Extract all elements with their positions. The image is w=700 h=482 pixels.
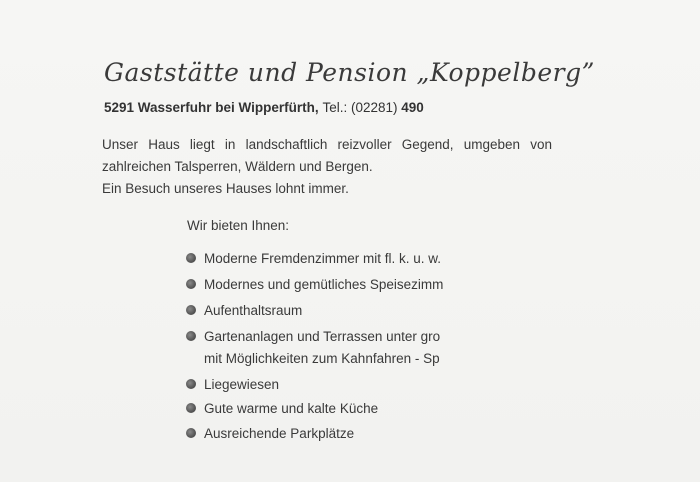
offer-item-lawns bbox=[184, 374, 452, 396]
intro-line-2: zahlreichen Talsperren, Wäldern und Bergen. bbox=[102, 159, 373, 174]
offer-text: Aufenthaltsraum bbox=[204, 303, 303, 318]
offer-text: Modernes und gemütliches Speisezimm bbox=[204, 277, 444, 292]
address-text: 5291 Wasserfuhr bei Wipperfürth, bbox=[104, 100, 323, 115]
offer-item-lounge bbox=[184, 300, 452, 322]
bullet-icon bbox=[186, 403, 196, 413]
offer-text: Gute warme und kalte Küche bbox=[204, 401, 379, 416]
bullet-icon bbox=[186, 428, 196, 438]
offer-item-kitchen bbox=[184, 398, 452, 420]
intro-line-3: Ein Besuch unseres Hauses lohnt immer. bbox=[102, 181, 349, 196]
address-line bbox=[104, 100, 424, 115]
bullet-icon bbox=[186, 279, 196, 289]
offer-item-dining bbox=[184, 274, 452, 296]
offer-text: Liegewiesen bbox=[204, 377, 280, 392]
offer-item-parking bbox=[184, 423, 452, 445]
phone-label: Tel.: (02281) bbox=[322, 100, 402, 115]
page-title: Gaststätte und Pension „Koppelberg” bbox=[104, 58, 595, 87]
offer-text: Moderne Fremdenzimmer mit fl. k. u. w. bbox=[204, 251, 442, 266]
bullet-icon bbox=[186, 253, 196, 263]
offer-item-garden bbox=[184, 326, 452, 370]
offer-text-continued: mit Möglichkeiten zum Kahnfahren - Sp bbox=[204, 351, 440, 366]
bullet-icon bbox=[186, 331, 196, 341]
offers-list bbox=[184, 248, 452, 445]
offer-text: Gartenanlagen und Terrassen unter gro bbox=[204, 329, 441, 344]
offers-heading: Wir bieten Ihnen: bbox=[187, 218, 290, 233]
intro-paragraph bbox=[102, 134, 552, 200]
offer-text: Ausreichende Parkplätze bbox=[204, 426, 355, 441]
phone-extension: 490 bbox=[401, 100, 424, 115]
intro-line-1: Unser Haus liegt in landschaftlich reizvoller Gegend, umgeben von bbox=[102, 137, 552, 152]
bullet-icon bbox=[186, 379, 196, 389]
offer-item-rooms bbox=[184, 248, 452, 270]
bullet-icon bbox=[186, 305, 196, 315]
